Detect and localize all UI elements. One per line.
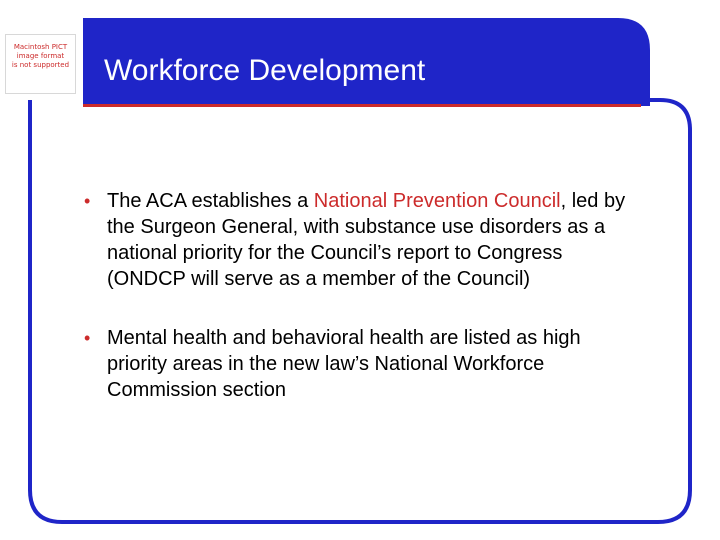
bullet-highlight: National Prevention Council	[313, 190, 561, 212]
bullet-item	[84, 325, 644, 403]
bullet-text: Mental health and behavioral health are listed as high priority areas in the new law’s National Workforce Commission section	[107, 327, 581, 401]
placeholder-line: image format	[16, 52, 65, 60]
bullet-text: , led by the Surgeon General, with substance use disorders as a national priority for the Council’s report to Congress (ONDCP will serve as a member of the Council)	[107, 190, 626, 290]
bullet-item	[84, 188, 644, 292]
placeholder-line: is not supported	[11, 61, 70, 69]
bullet-text: The ACA establishes a	[107, 190, 314, 212]
placeholder-line: Macintosh PICT	[13, 43, 68, 51]
image-placeholder	[5, 34, 76, 94]
title-underline	[83, 104, 641, 107]
slide-title: Workforce Development	[104, 54, 426, 87]
bullet-dot-icon: •	[84, 328, 91, 348]
bullet-dot-icon: •	[84, 191, 91, 211]
bullet-list	[84, 188, 644, 403]
